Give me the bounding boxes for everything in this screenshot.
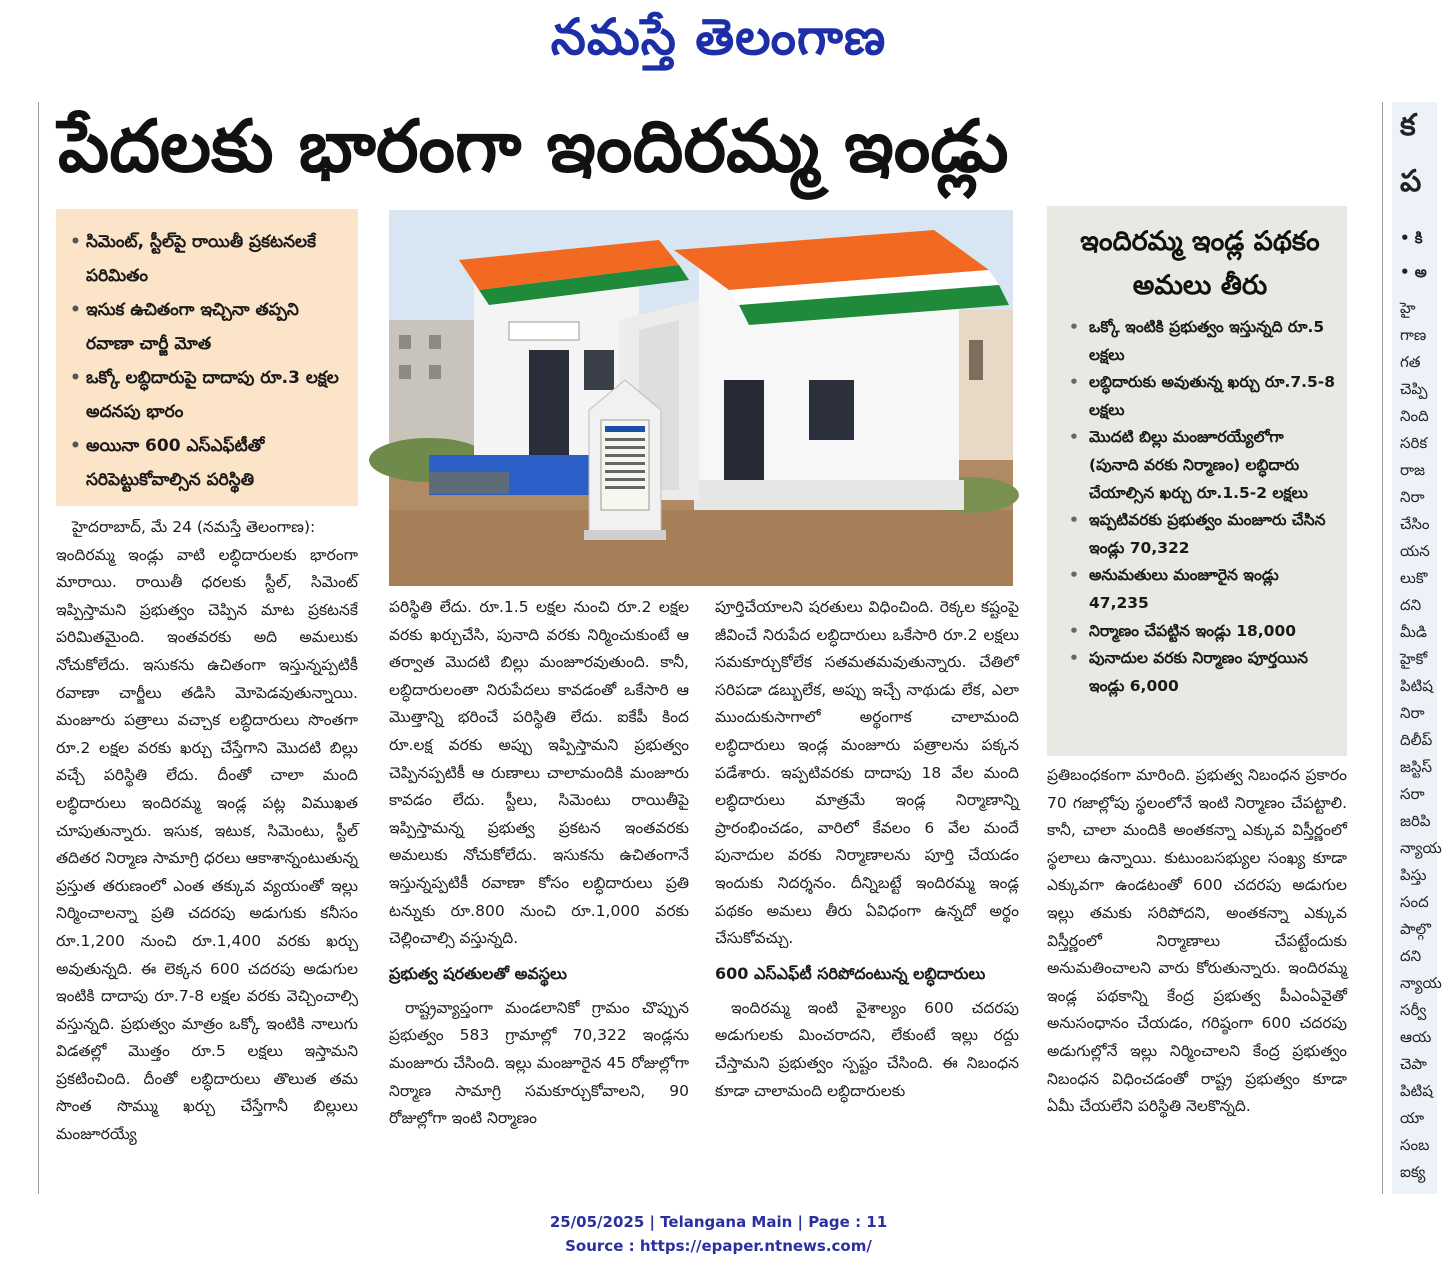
side-fragment: హైకో <box>1400 650 1428 668</box>
side-fragment: పిస్తు <box>1400 866 1427 884</box>
side-fragment: పిటిష <box>1400 677 1433 695</box>
side-fragment: గాణ <box>1400 326 1427 344</box>
footer-date-edition: 25/05/2025 | Telangana Main | Page : 11 <box>549 1213 888 1231</box>
article-body: ప్రతిబంధకంగా మారింది. ప్రభుత్వ నిబంధన ప్రకారం 70 గజాల్లోపు స్థలంలోనే ఇంటి నిర్మాణం చేపట్టాలి. కానీ, చాలా మందికి అంతకన్నా ఎక్కువ విస్తీర్ణంలో స్థలాలు ఉన్నాయి. కుటుంబసభ్యుల సంఖ్య కూడా ఎక్కువగా ఉండటంతో 600 చదరపు అడుగుల ఇల్లు తమకు సరిపోదని, అంతకన్నా ఎక్కువ విస్తీర్ణంలో నిర్మాణాలు చేపట్టేందుకు అనుమతించాలని వారు కోరుతున్నారు. ఇందిరమ్మ ఇండ్ల పథకాన్ని కేంద్ర ప్రభుత్వ పీఎంఏవైతో అనుసంధానం చేయడం, గరిష్ఠంగా 600 చదరపు అడుగుల్లోనే ఇల్లు నిర్మించాలని కేంద్ర ప్రభుత్వం నిబంధన విధించడంతో రాష్ట్ర ప్రభుత్వం కూడా ఏమీ చేయలేని పరిస్థితి నెలకొన్నది. <box>1047 766 1347 1116</box>
side-fragment: • అ <box>1400 263 1427 281</box>
scheme-status-box <box>1047 206 1347 756</box>
article-column-1 <box>56 514 358 1186</box>
article-body: రాష్ట్రవ్యాప్తంగా మండలానికో గ్రామం చొప్పున ప్రభుత్వం 583 గ్రామాల్లో 70,322 ఇండ్లను మంజూరు చేసింది. ఇల్లు మంజూరైన 45 రోజుల్లోగా నిర్మాణ సామాగ్రి సమకూర్చుకోవాలని, 90 రోజుల్లోగా ఇంటి నిర్మాణం <box>389 998 689 1128</box>
adjacent-article-strip <box>1392 102 1442 1194</box>
article-body: ఇందిరమ్మ ఇంటి వైశాల్యం 600 చదరపు అడుగులకు మించరాదని, లేకుంటే ఇల్లు రద్దు చేస్తామని ప్రభుత్వం స్పష్టం చేసింది. ఈ నిబంధన కూడా చాలామంది లబ్ధిదారులకు <box>715 998 1019 1100</box>
headline: పేదలకు భారంగా ఇందిరమ్మ ఇండ్లు <box>58 104 1009 188</box>
subheading: 600 ఎస్‌ఎఫ్‌టీ సరిపోదంటున్న లబ్ధిదారులు <box>715 963 986 983</box>
side-fragment: చెపా <box>1400 1055 1427 1073</box>
article-column-4 <box>1047 762 1347 1186</box>
side-fragment: పాల్గొ <box>1400 920 1431 938</box>
side-fragment: చెప్పి <box>1400 380 1428 398</box>
footer-source-link[interactable]: Source : https://epaper.ntnews.com/ <box>565 1237 872 1255</box>
side-fragment: న్యాయ <box>1400 839 1442 857</box>
article-body: ఇందిరమ్మ ఇండ్లు వాటి లబ్ధిదారులకు భారంగా మారాయి. రాయితీ ధరలకు స్టీల్, సిమెంట్ ఇప్పిస్తామని ప్రభుత్వం చెప్పిన మాట ప్రకటనకే పరిమితమైంది. ఇంతవరకు అది అమలుకు నోచుకోలేదు. ఇసుకను ఉచితంగా ఇస్తున్నప్పటికీ రవాణా చార్జీలు తడిసి మోపెడవుతున్నాయి. మంజూరు పత్రాలు వచ్చాక లబ్ధిదారులు సొంతగా రూ.2 లక్షల వరకు ఖర్చు చేస్తేగాని మొదటి బిల్లు వచ్చే పరిస్థితి లేదు. దీంతో చాలా మంది లబ్ధిదారులు ఇందిరమ్మ ఇండ్ల పట్ల విముఖత చూపుతున్నారు. ఇసుక, ఇటుక, సిమెంటు, స్టీల్ తదితర నిర్మాణ సామాగ్రి ధరలు ఆకాశాన్నంటుతున్న ప్రస్తుత తరుణంలో ఎంత తక్కువ వ్యయంతో ఇల్లు నిర్మించాలన్నా ప్రతి చదరపు అడుగుకు కనీసం రూ.1,200 నుంచి రూ.1,400 వరకు ఖర్చు అవుతున్నది. ఈ లెక్కన 600 చదరపు అడుగుల ఇంటికి దాదాపు రూ.7-8 లక్షల వరకు వెచ్చించాల్సి వస్తున్నది. ప్రభుత్వం మాత్రం ఒక్కో ఇంటికి నాలుగు విడతల్లో మొత్తం రూ.5 లక్షలు ఇస్తామని ప్రకటించింది. దీంతో లబ్ధిదారులు తొలుత తమ సొంత సొమ్ము ఖర్చు చేస్తేగానీ బిల్లులు మంజూరయ్యే <box>56 545 358 1144</box>
side-fragment: పిటిష <box>1400 1082 1433 1100</box>
article-body: పూర్తిచేయాలని షరతులు విధించింది. రెక్కల కష్టంపై జీవించే నిరుపేద లబ్ధిదారులు ఒకేసారి రూ.2 లక్షలు సమకూర్చుకోలేక సతమతమవుతున్నారు. చేతిలో సరిపడా డబ్బులేక, అప్పు ఇచ్చే నాథుడు లేక, ఎలా ముందుకుసాగాలో అర్థంగాక చాలామంది లబ్ధిదారులు ఇండ్ల మంజూరు పత్రాలను పక్కన పడేశారు. ఇప్పటివరకు దాదాపు 18 వేల మంది లబ్ధిదారులు మాత్రమే ఇండ్ల నిర్మాణాన్ని ప్రారంభించడం, వారిలో కేవలం 6 వేల మందే పునాదుల వరకు నిర్మాణాలను పూర్తి చేయడం ఇందుకు నిదర్శనం. దీన్నిబట్టే ఇందిరమ్మ ఇండ్ల పథకం అమలు తీరు ఏవిధంగా ఉన్నదో అర్థం చేసుకోవచ్చు. <box>715 598 1019 948</box>
side-fragment: న్యాయ <box>1400 974 1442 992</box>
infobox-item: • అనుమతులు మంజూరైన ఇండ్లు 47,235 <box>1065 562 1335 617</box>
side-fragment: జస్టిస్ <box>1400 758 1433 776</box>
side-fragment: చేసిం <box>1400 515 1430 533</box>
masthead-logo: నమస్తే తెలంగాణ <box>550 8 887 66</box>
dateline: హైదరాబాద్, మే 24 (నమస్తే తెలంగాణ): <box>72 518 316 536</box>
infobox-item: • నిర్మాణం చేపట్టిన ఇండ్లు 18,000 <box>1065 618 1335 646</box>
column-rule-left <box>38 102 39 1194</box>
infobox-title: ఇందిరమ్మ ఇండ్ల పథకం అమలు తీరు <box>1080 226 1320 301</box>
side-fragment: నిరా <box>1400 488 1425 506</box>
side-fragment: క <box>1400 108 1416 143</box>
side-fragment: ఆయ <box>1400 1028 1432 1046</box>
side-fragment: రాజ <box>1400 461 1426 479</box>
side-fragment: దిలీప్ <box>1400 731 1433 749</box>
article-body: పరిస్థితి లేదు. రూ.1.5 లక్షల నుంచి రూ.2 లక్షల వరకు ఖర్చుచేసి, పునాది వరకు నిర్మించుకుంటే ఆ తర్వాత మొదటి బిల్లు మంజూరవుతుంది. కానీ, లబ్ధిదారులంతా నిరుపేదలు కావడంతో ఒకేసారి ఆ మొత్తాన్ని భరించే పరిస్థితి లేదు. ఐకేపీ కింద రూ.లక్ష వరకు అప్పు ఇప్పిస్తామని ప్రభుత్వం చెప్పినప్పటికీ ఆ రుణాలు చాలామందికి మంజూరు కావడం లేదు. స్టీలు, సిమెంటు రాయితీపై ఇప్పిస్తామన్న ప్రభుత్వ ప్రకటన ఇంతవరకు అమలుకు నోచుకోలేదు. ఇసుకను ఉచితంగానే ఇస్తున్నప్పటికీ రవాణా కోసం లబ్ధిదారులు ప్రతి టన్నుకు రూ.800 నుంచి రూ.1,000 వరకు చెల్లించాల్సి వస్తున్నది. <box>389 598 689 948</box>
infobox-item: • మొదటి బిల్లు మంజూరయ్యేలోగా (పునాది వరకు నిర్మాణం) లబ్ధిదారు చేయాల్సిన ఖర్చు రూ.1.5-2 లక్షలు <box>1065 424 1335 507</box>
subheading: ప్రభుత్వ షరతులతో అవస్థలు <box>389 963 567 983</box>
highlight-item: • ఒక్కో లబ్ధిదారుపై దాదాపు రూ.3 లక్షల అదనపు భారం <box>70 361 348 429</box>
side-fragment: నిరా <box>1400 704 1425 722</box>
side-fragment: సంద <box>1400 893 1429 911</box>
side-fragment: లుకొ <box>1400 569 1428 587</box>
house-photo-illustration <box>389 210 1013 586</box>
side-fragment: యన <box>1400 542 1430 560</box>
house-photo <box>389 210 1013 586</box>
highlight-item: • అయినా 600 ఎస్‌ఎఫ్‌టీతో సరిపెట్టుకోవాల్సిన పరిస్థితి <box>70 429 348 497</box>
side-fragment: • కి <box>1400 229 1423 247</box>
side-fragment: గత <box>1400 353 1421 371</box>
infobox-item: • పునాదుల వరకు నిర్మాణం పూర్తయిన ఇండ్లు 6,000 <box>1065 645 1335 700</box>
side-fragment: దని <box>1400 596 1422 614</box>
highlight-item: • సిమెంట్, స్టీల్‌పై రాయితీ ప్రకటనలకే పరిమితం <box>70 225 348 293</box>
side-fragment: దని <box>1400 947 1422 965</box>
side-fragment: ఐక్య <box>1400 1163 1426 1181</box>
infobox-item: • ఇప్పటివరకు ప్రభుత్వం మంజూరు చేసిన ఇండ్లు 70,322 <box>1065 507 1335 562</box>
side-fragment: సంబ <box>1400 1136 1430 1154</box>
side-fragment: జరిపి <box>1400 812 1431 830</box>
side-fragment: సర్వీ <box>1400 1001 1427 1019</box>
infobox-item: • లబ్ధిదారుకు అవుతున్న ఖర్చు రూ.7.5-8 లక్షలు <box>1065 369 1335 424</box>
side-fragment: సరా <box>1400 785 1425 803</box>
column-rule-right <box>1382 102 1383 1194</box>
side-fragment: సరిక <box>1400 434 1428 452</box>
highlights-box <box>56 209 358 506</box>
side-fragment: హై <box>1400 299 1416 317</box>
highlight-item: • ఇసుక ఉచితంగా ఇచ్చినా తప్పని రవాణా చార్జీ మోత <box>70 293 348 361</box>
article-column-2 <box>389 594 689 1186</box>
infobox-item: • ఒక్కో ఇంటికి ప్రభుత్వం ఇస్తున్నది రూ.5 లక్షలు <box>1065 314 1335 369</box>
side-fragment: ప <box>1400 164 1422 199</box>
side-fragment: మీడి <box>1400 623 1427 641</box>
side-fragment: యా <box>1400 1109 1425 1127</box>
article-column-3 <box>715 594 1019 1186</box>
side-fragment: నింది <box>1400 407 1429 425</box>
